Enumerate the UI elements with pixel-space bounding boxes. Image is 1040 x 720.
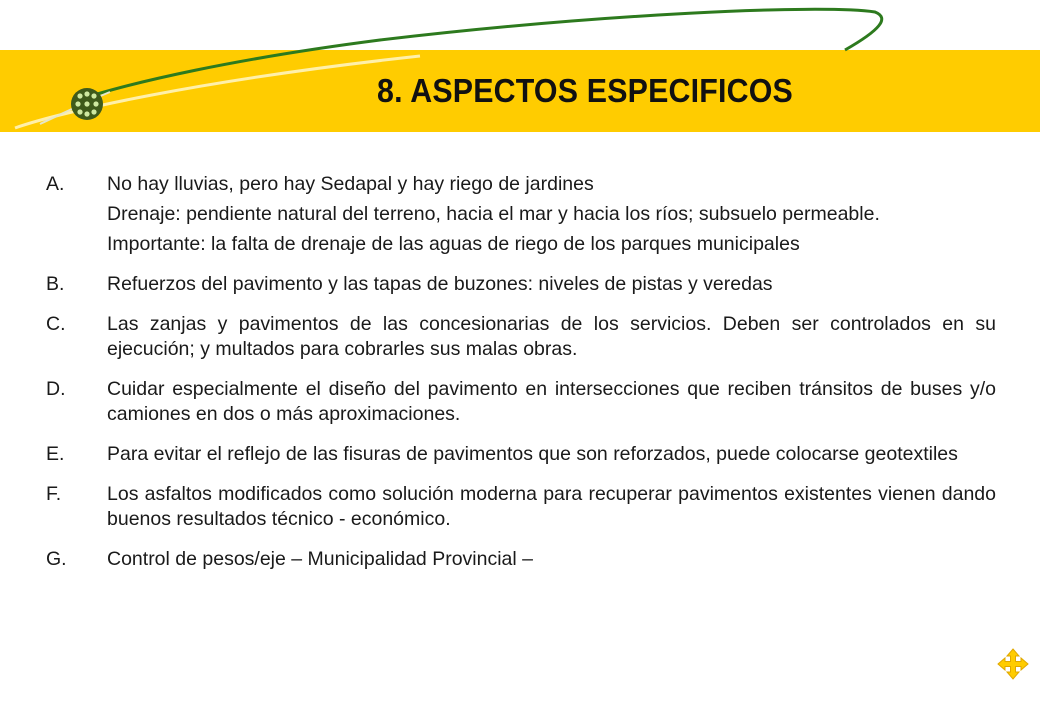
list-item-b (46, 272, 996, 297)
item-letter: D. (46, 378, 66, 400)
green-dotted-circle-icon (69, 86, 105, 122)
item-text: Para evitar el reflejo de las fisuras de pavimentos que son reforzados, puede colocarse geotextiles (107, 443, 958, 465)
item-letter: G. (46, 548, 67, 570)
item-text: Refuerzos del pavimento y las tapas de buzones: niveles de pistas y veredas (107, 273, 773, 295)
item-text: Control de pesos/eje – Municipalidad Provincial – (107, 548, 533, 570)
item-list (46, 172, 996, 572)
list-item-e (46, 442, 996, 467)
item-letter: B. (46, 273, 65, 295)
item-subtext: Drenaje: pendiente natural del terreno, hacia el mar y hacia los ríos; subsuelo permeable. (107, 203, 880, 225)
item-subtext: Importante: la falta de drenaje de las aguas de riego de los parques municipales (107, 233, 800, 255)
item-text: Las zanjas y pavimentos de las concesionarias de los servicios. Deben ser controlados en su ejecución; y multados para cobrarles sus malas obras. (107, 313, 996, 360)
item-text: Cuidar especialmente el diseño del pavimento en intersecciones que reciben tránsitos de buses y/o camiones en dos o más aproximaciones. (107, 378, 996, 425)
list-item-c (46, 312, 996, 362)
slide-title: 8. ASPECTOS ESPECIFICOS (377, 72, 793, 109)
item-letter: A. (46, 173, 65, 195)
item-text: No hay lluvias, pero hay Sedapal y hay riego de jardines (107, 173, 594, 195)
list-item-g (46, 547, 996, 572)
item-letter: C. (46, 313, 66, 335)
list-item-a (46, 172, 996, 257)
list-item-d (46, 377, 996, 427)
list-item-f (46, 482, 996, 532)
item-letter: E. (46, 443, 65, 465)
four-way-move-icon[interactable] (997, 648, 1029, 680)
item-text: Los asfaltos modificados como solución moderna para recuperar pavimentos existentes vienen dando buenos resultados técnico - económico. (107, 483, 996, 530)
decorative-swoosh (0, 0, 1040, 140)
item-letter: F. (46, 483, 62, 505)
